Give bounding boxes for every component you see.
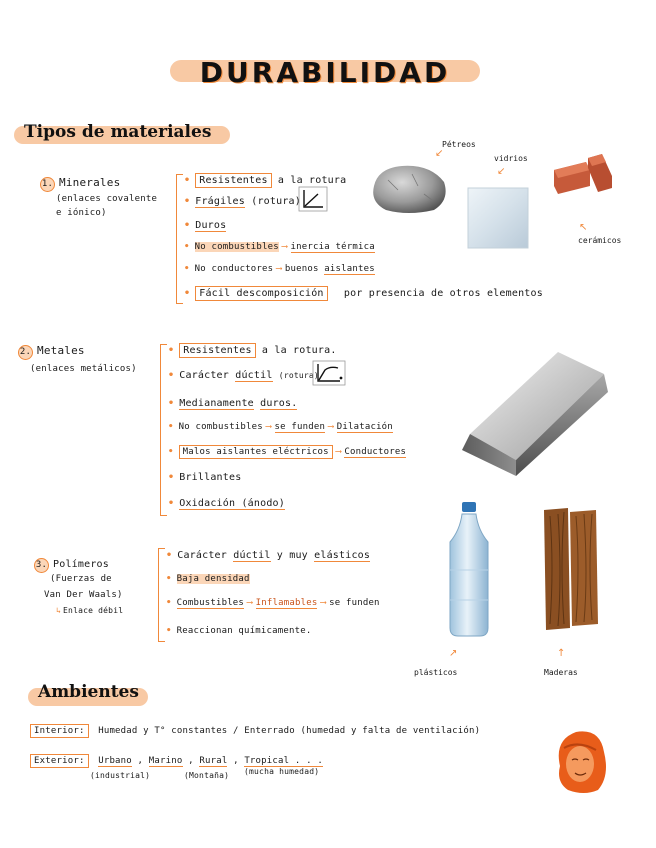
page-title: DURABILIDAD	[199, 56, 451, 89]
stress-strain-graph-icon	[312, 360, 346, 386]
item-term: Baja densidad	[176, 574, 250, 584]
bracket	[176, 174, 183, 304]
list-item: • Carácter dúctil y muy elásticos	[166, 550, 371, 561]
minerales-sub2: e iónico)	[56, 208, 107, 218]
arrow-icon: ↑	[557, 648, 566, 659]
glass-pane-image	[466, 186, 530, 250]
item-detail: duros.	[260, 398, 298, 409]
item-detail: Conductores	[344, 447, 407, 457]
exterior-note: (industrial)	[90, 771, 151, 780]
caption-stone: Pétreos	[442, 140, 476, 149]
item-detail: Inflamables	[255, 598, 318, 608]
bracket	[160, 344, 167, 516]
exterior-type: Urbano	[98, 756, 132, 766]
list-item: • Medianamente duros.	[168, 398, 298, 409]
minerales-sub1: (enlaces covalente	[56, 194, 158, 204]
item-term: No conductores	[194, 264, 274, 274]
section-number: 2.	[18, 345, 33, 360]
item-detail: a la rotura.	[261, 345, 337, 356]
item-detail: aislantes	[324, 264, 375, 274]
polimeros-sub2: Van Der Waals)	[44, 590, 123, 600]
title-banner	[170, 52, 480, 92]
wood-planks-image	[540, 506, 602, 632]
item-detail: buenos	[284, 264, 319, 274]
bracket	[158, 548, 165, 642]
minerales-title	[40, 176, 120, 192]
item-term: Frágiles	[195, 196, 245, 207]
item-detail: Dilatación	[336, 422, 393, 432]
item-detail: elásticos	[314, 550, 371, 561]
item-term: Medianamente	[179, 398, 254, 409]
item-term: Carácter	[177, 550, 227, 561]
exterior-type: Rural	[199, 756, 228, 766]
metales-sub1: (enlaces metálicos)	[30, 364, 137, 374]
list-item: • Resistentes a la rotura.	[168, 345, 337, 356]
item-detail: (rotura)	[251, 196, 301, 207]
item-detail: por presencia de otros elementos	[343, 288, 543, 299]
item-detail: a la rotura	[277, 175, 347, 186]
list-item: • Duros	[184, 220, 227, 231]
item-term: Resistentes	[179, 343, 255, 358]
section-heading-environments: Ambientes	[38, 682, 139, 702]
list-item: • Resistentes a la rotura	[184, 175, 347, 186]
minerales-name: Minerales	[59, 176, 121, 189]
item-detail: se funden	[329, 598, 380, 608]
caption-ceramic: cerámicos	[578, 236, 622, 245]
exterior-note: (mucha humedad)	[244, 767, 320, 776]
list-item: • Combustibles ⟶ Inflamables ⟶ se funden	[166, 598, 380, 608]
polimeros-sub3-row: ↳ Enlace débil	[56, 606, 124, 615]
bricks-image	[550, 150, 616, 198]
item-term: Resistentes	[195, 173, 271, 188]
plastic-bottle-image	[440, 500, 498, 640]
item-detail: dúctil	[235, 370, 273, 381]
interior-label: Interior:	[30, 724, 89, 738]
list-item: • Brillantes	[168, 472, 242, 483]
section-number: 3.	[34, 558, 49, 573]
metales-title	[18, 344, 85, 360]
caption-wood: Maderas	[544, 668, 578, 677]
caption-plastic: plásticos	[414, 668, 458, 677]
stone-image	[368, 160, 450, 216]
portrait-illustration	[548, 726, 610, 796]
item-term: Combustibles	[176, 598, 245, 608]
item-detail: se funden	[274, 422, 326, 432]
item-term: Oxidación (ánodo)	[179, 498, 285, 509]
item-detail: inercia térmica	[290, 242, 375, 252]
section-number: 1.	[40, 177, 55, 192]
caption-glass: vidrios	[494, 154, 528, 163]
item-term: Malos aislantes eléctricos	[179, 445, 333, 459]
arrow-icon: ↙	[497, 166, 506, 177]
polimeros-sub3: Enlace débil	[63, 606, 124, 615]
item-detail: y muy	[276, 550, 308, 561]
stress-strain-graph-icon	[298, 186, 328, 212]
exterior-note: (Montaña)	[184, 771, 230, 780]
list-item: • No conductores ⟶ buenos aislantes	[184, 264, 375, 274]
polimeros-sub1: (Fuerzas de	[50, 574, 112, 584]
list-item: • Baja densidad	[166, 574, 250, 584]
interior-text: Humedad y T° constantes / Enterrado (humedad y falta de ventilación)	[98, 726, 481, 736]
exterior-row: Exterior: Urbano , Marino , Rural , Tropical . . .	[30, 756, 323, 766]
list-item: • Oxidación (ánodo)	[168, 498, 285, 509]
item-term: Fácil descomposición	[195, 286, 327, 301]
list-item: • No combustibles ⟶ se funden ⟶ Dilatación	[168, 422, 393, 432]
arrow-icon: ↖	[579, 222, 588, 233]
item-term: Reaccionan químicamente.	[176, 626, 312, 636]
arrow-icon: ↗	[449, 648, 458, 659]
item-term: Duros	[195, 220, 227, 231]
item-detail: (rotura)	[278, 371, 319, 380]
list-item: • Frágiles (rotura)	[184, 196, 301, 207]
list-item: • Fácil descomposición por presencia de otros elementos	[184, 288, 543, 299]
section-heading-materials: Tipos de materiales	[24, 122, 212, 142]
item-term: Brillantes	[179, 472, 242, 483]
metal-ingot-image	[458, 344, 610, 480]
item-detail: dúctil	[233, 550, 271, 561]
item-term: Carácter	[179, 370, 229, 381]
exterior-type: Marino	[148, 756, 183, 766]
list-item: • Reaccionan químicamente.	[166, 626, 312, 636]
list-item: • Malos aislantes eléctricos ⟶ Conductores	[168, 447, 407, 457]
interior-row	[30, 726, 480, 736]
list-item: • No combustibles ⟶ inercia térmica	[184, 242, 375, 252]
exterior-label: Exterior:	[30, 754, 89, 768]
list-item: • Carácter dúctil (rotura)	[168, 370, 319, 381]
metales-name: Metales	[37, 344, 85, 357]
polimeros-title	[34, 558, 109, 573]
polimeros-name: Polímeros	[53, 559, 109, 570]
exterior-type: Tropical . . .	[244, 756, 323, 766]
item-term: No combustibles	[178, 422, 263, 432]
arrow-icon: ↙	[435, 148, 444, 159]
item-term: No combustibles	[194, 242, 279, 252]
